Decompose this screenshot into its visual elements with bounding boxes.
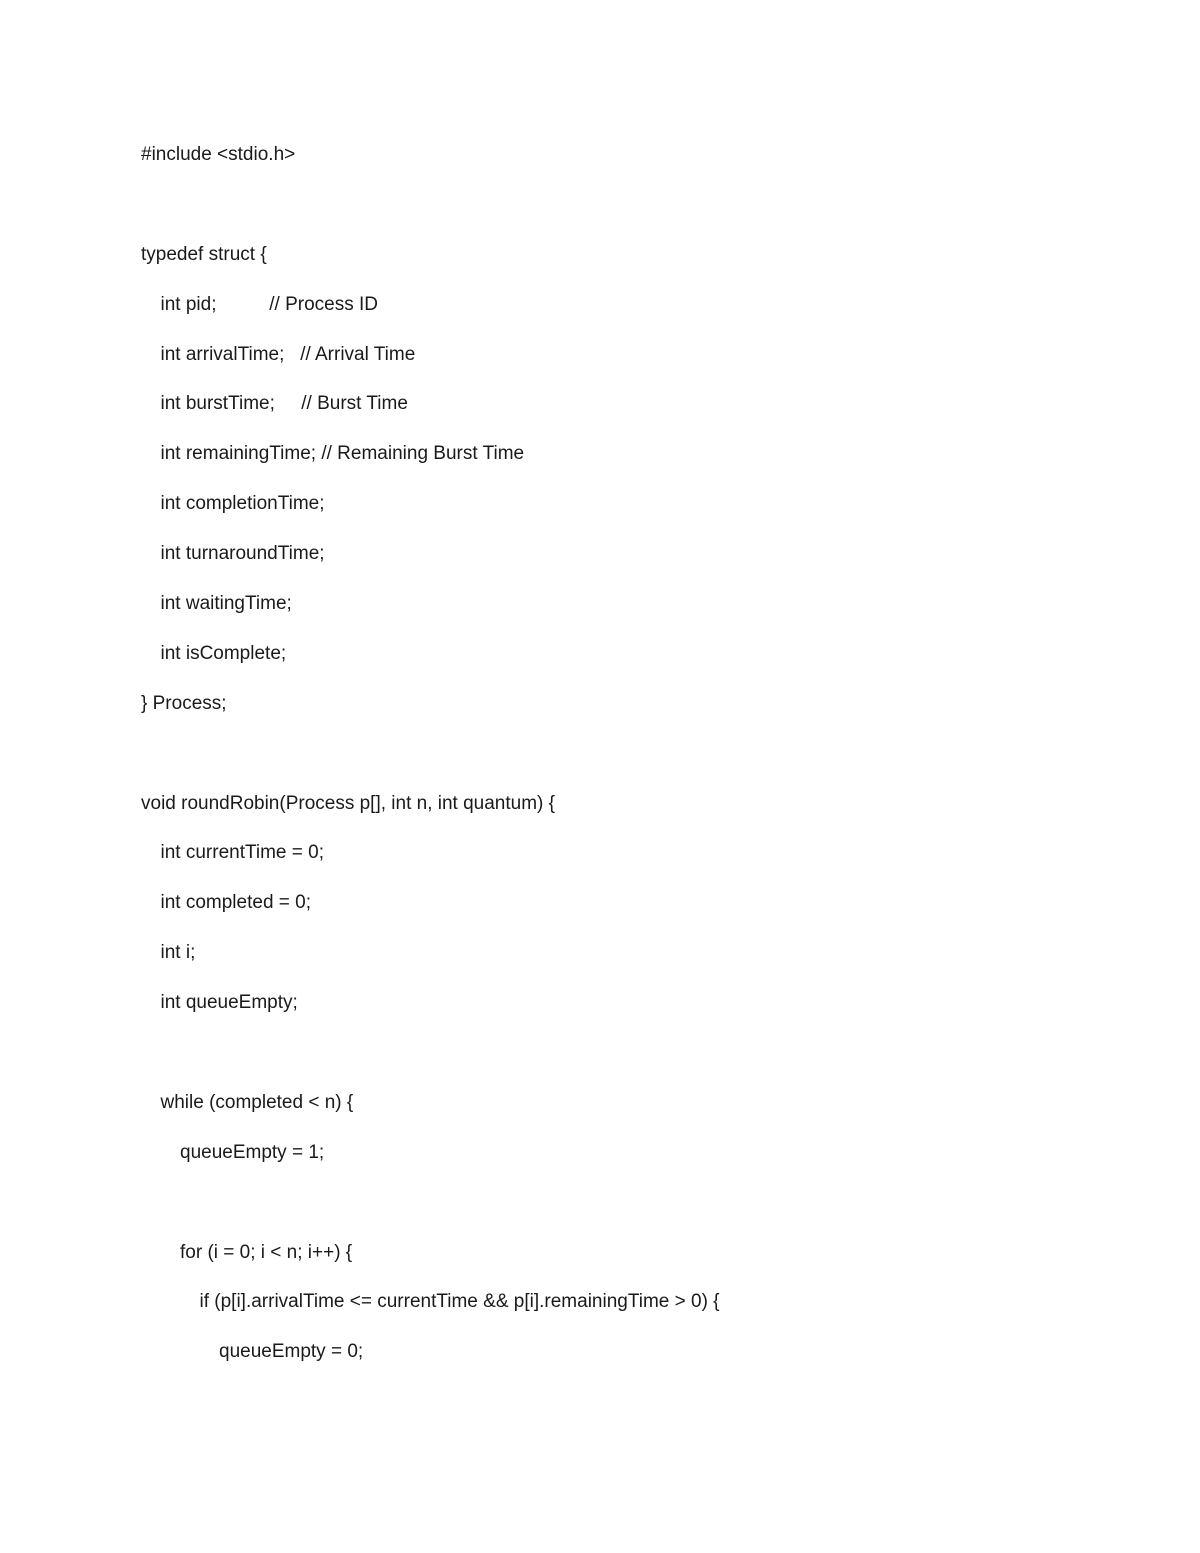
code-line: typedef struct { [141, 243, 267, 265]
code-line: int burstTime; // Burst Time [160, 393, 408, 415]
code-line: } Process; [141, 692, 227, 714]
code-line: int isComplete; [160, 642, 287, 664]
code-line: int arrivalTime; // Arrival Time [160, 343, 416, 365]
code-line: #include <stdio.h> [141, 144, 296, 165]
code-line: queueEmpty = 0; [219, 1341, 364, 1363]
code-line [141, 1039, 720, 1089]
code-line: int remainingTime; // Remaining Burst Time [160, 443, 525, 465]
code-line: if (p[i].arrivalTime <= currentTime && p[i].remainingTime > 0) { [199, 1291, 720, 1313]
code-line: int turnaroundTime; [160, 543, 325, 565]
code-line: void roundRobin(Process p[], int n, int quantum) { [141, 792, 556, 814]
code-line: int waitingTime; [160, 593, 292, 615]
code-line [141, 191, 720, 241]
code-line: while (completed < n) { [160, 1091, 354, 1113]
code-line: int pid; // Process ID [160, 293, 379, 315]
code-line [141, 1189, 720, 1239]
code-line: int currentTime = 0; [160, 842, 324, 864]
code-line: for (i = 0; i < n; i++) { [180, 1241, 353, 1263]
code-line: int completionTime; [160, 493, 325, 515]
code-line: queueEmpty = 1; [180, 1141, 325, 1163]
code-line: int completed = 0; [160, 892, 312, 914]
code-line [141, 740, 720, 790]
code-line: int queueEmpty; [160, 992, 298, 1014]
code-listing [141, 141, 720, 1388]
code-line: int i; [160, 942, 196, 964]
